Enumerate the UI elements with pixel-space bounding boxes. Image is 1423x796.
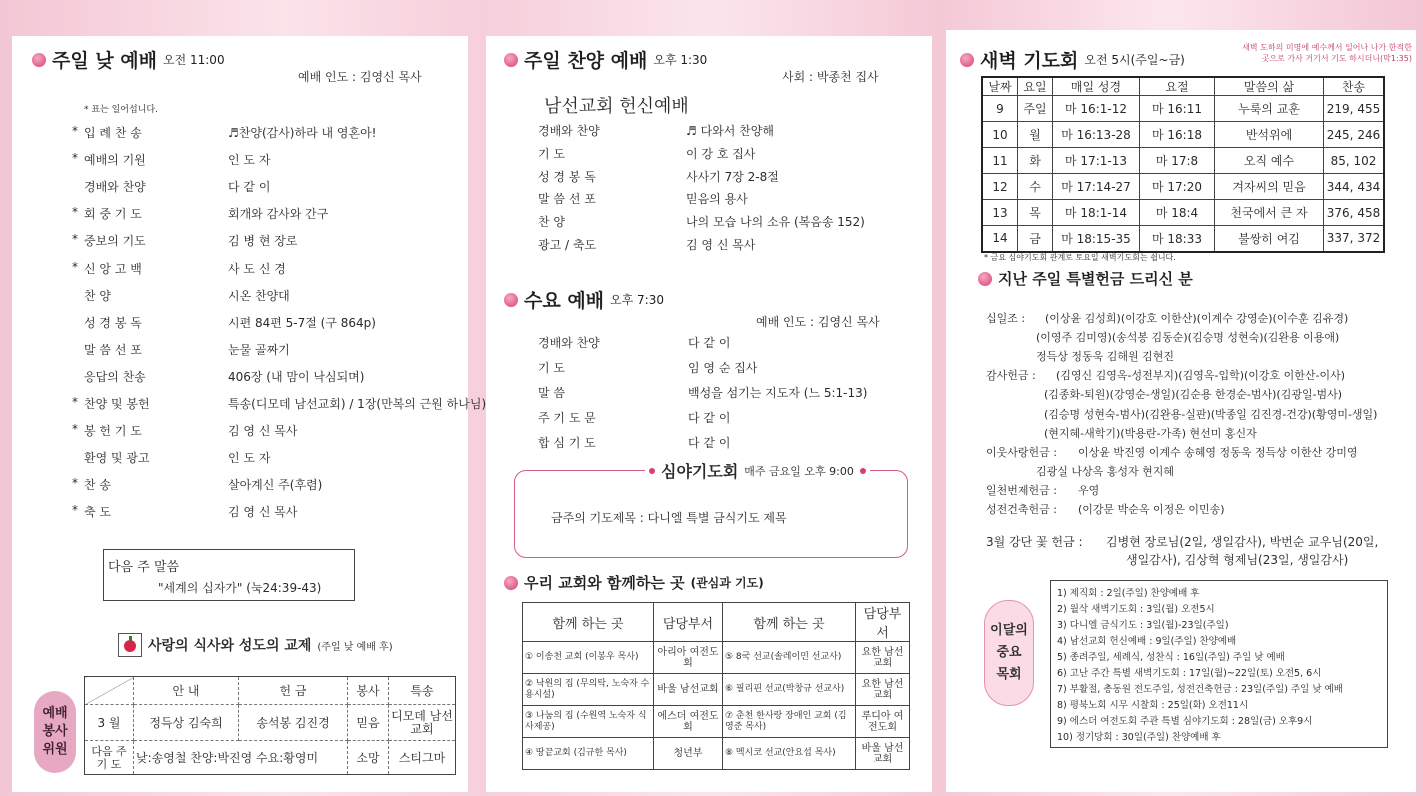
fellowship-sub: (주일 낮 예배 후) (317, 641, 393, 653)
offering-names: 정득상 정동욱 김해원 김현진 (1036, 350, 1175, 364)
badge-line: 위원 (42, 742, 68, 757)
order-item-value: 사사기 7장 2-8절 (686, 169, 779, 184)
order-item (538, 236, 918, 254)
order-item-value: 살아계신 주(후렴) (228, 478, 323, 493)
order-item-value: 김 영 신 목사 (686, 238, 756, 252)
table-header: 말씀의 삶 (1215, 77, 1324, 96)
table-row (982, 148, 1384, 174)
table-cell: ⑤ 8국 선교(솔레이민 선교사) (723, 642, 856, 674)
order-item (72, 260, 452, 278)
monthly-badge (984, 600, 1034, 706)
order-item-label: 찬 양 (538, 215, 565, 230)
sunday-praise-theme: 남선교회 헌신예배 (544, 96, 689, 117)
order-item-label: 찬 양 (84, 288, 111, 303)
service-committee-badge (34, 691, 76, 773)
table-cell: 마 17:14-27 (1053, 174, 1140, 200)
monthly-item: 8) 평북노회 시무 시찰회 : 25일(화) 오전11시 (1057, 700, 1249, 711)
table-cell: 송석봉 김진경 (239, 705, 348, 741)
order-item-value: 나의 모습 나의 소유 (복음송 152) (686, 215, 865, 230)
table-cell: 에스더 여전도회 (654, 706, 723, 738)
section-heading-dawn (960, 46, 1185, 73)
offering-names: (김영신 김영옥-성전부지)(김영옥-입학)(이강호 이한산-이사) (1056, 369, 1346, 383)
order-item-value: 백성을 섬기는 지도자 (느 5:1-13) (688, 386, 868, 400)
table-row (85, 705, 456, 741)
offering-names: (이상윤 김성희)(이강호 이한산)(이계수 강영순)(이수훈 김유경) (1045, 312, 1349, 325)
order-item (538, 334, 918, 352)
order-item-value: 다 같 이 (228, 180, 271, 195)
table-header: 봉사 (348, 677, 389, 705)
table-header: 특송 (389, 677, 456, 705)
order-item-value: 시편 84편 5-7절 (구 864p) (228, 315, 376, 330)
order-item (72, 341, 452, 359)
order-item (72, 205, 452, 223)
table-row (982, 226, 1384, 252)
order-item (538, 359, 918, 377)
order-item-value: 김 영 신 목사 (228, 424, 298, 439)
sunday-am-time: 오전 11:00 (163, 53, 225, 67)
table-cell: 219, 455 (1324, 96, 1385, 122)
table-cell: 정득상 김숙희 (134, 705, 239, 741)
table-cell: 다음 주 기 도 (85, 741, 134, 775)
table-header: 매일 성경 (1053, 77, 1140, 96)
table-header: 찬송 (1324, 77, 1385, 96)
order-item (72, 178, 452, 196)
panel-dawn-and-offerings (946, 30, 1416, 792)
order-item-value: 다 같 이 (688, 336, 731, 350)
order-item (72, 422, 452, 440)
order-item (72, 151, 452, 169)
table-row (982, 77, 1384, 96)
badge-line: 이달의 (990, 623, 1028, 638)
order-item (538, 384, 918, 402)
table-cell: ⑥ 필리핀 선교(박창규 선교사) (723, 674, 856, 706)
standing-mark: * (72, 503, 78, 518)
table-row (85, 677, 456, 705)
standing-mark: * (72, 205, 78, 220)
standing-mark: * (72, 422, 78, 437)
table-cell: 344, 434 (1324, 174, 1385, 200)
offering-line (986, 482, 1414, 498)
sunday-praise-leader: 사회 : 박종천 집사 (782, 70, 879, 84)
table-cell: 3 월 (85, 705, 134, 741)
offering-label: 십일조 : (986, 312, 1026, 325)
table-cell: ③ 나눔의 집 (수원역 노숙자 식사제공) (523, 706, 654, 738)
order-item-value: 김 병 현 장로 (228, 234, 298, 249)
table-row (982, 200, 1384, 226)
order-item-label: 신 앙 고 백 (84, 261, 142, 276)
order-item-label: 말 씀 (538, 386, 565, 400)
order-item-value: 이 강 호 집사 (686, 146, 756, 161)
fellowship-heading (118, 633, 393, 657)
badge-line: 중요 (996, 645, 1022, 660)
table-cell: ① 이송천 교회 (이봉우 목사) (523, 642, 654, 674)
table-cell: 요한 남선교회 (856, 642, 910, 674)
dot-icon (860, 468, 866, 474)
order-item-value: 인 도 자 (228, 451, 271, 466)
offering-label: 감사헌금 : (986, 369, 1036, 383)
standing-mark: * (72, 151, 78, 166)
order-item-label: 주 기 도 문 (538, 411, 596, 425)
table-cell: 금 (1018, 226, 1053, 252)
fellowship-title: 사랑의 식사와 성도의 교제 (148, 638, 312, 654)
flower-text-2: 생일감사), 김상혁 형제님(23일, 생일감사) (1126, 553, 1349, 567)
order-item-value: 다 같 이 (688, 411, 731, 425)
table-cell: 청년부 (654, 738, 723, 770)
order-item-label: 회 중 기 도 (84, 207, 142, 222)
section-heading-sunday-am (32, 46, 225, 73)
dawn-table (981, 76, 1385, 253)
order-item-label: 환영 및 광고 (84, 451, 150, 466)
table-row (523, 642, 910, 674)
order-item (72, 368, 452, 386)
offering-label: 일천번제헌금 : (986, 483, 1057, 497)
order-item-label: 찬양 및 봉헌 (84, 397, 150, 411)
bullet-icon (960, 53, 974, 67)
table-cell: 마 18:1-14 (1053, 200, 1140, 226)
table-cell: 337, 372 (1324, 226, 1385, 252)
badge-line: 예배 (42, 706, 68, 721)
table-cell: 겨자씨의 믿음 (1215, 174, 1324, 200)
monthly-item: 10) 정기당회 : 30일(주일) 찬양예배 후 (1057, 732, 1221, 743)
table-cell: 디모데 남선교회 (389, 705, 456, 741)
order-item (538, 190, 918, 208)
order-item (538, 409, 918, 427)
order-item (538, 213, 918, 231)
offering-line (986, 329, 1414, 345)
table-header: 담당부서 (654, 603, 723, 642)
monthly-item: 1) 제직회 : 2일(주일) 찬양예배 후 (1057, 588, 1200, 599)
offering-names: (이강문 박순옥 이정은 이민송) (1078, 503, 1225, 516)
partners-title: 우리 교회와 함께하는 곳 (524, 574, 685, 592)
table-cell: 마 16:18 (1140, 122, 1215, 148)
order-item-label: 입 례 찬 송 (84, 126, 142, 140)
standing-mark: * (72, 232, 78, 247)
table-cell: 10 (982, 122, 1018, 148)
bullet-icon (32, 53, 46, 67)
night-prayer-time: 매주 금요일 오후 9:00 (744, 464, 854, 478)
order-item (72, 314, 452, 332)
offering-names: 김광실 나상옥 홍성자 현지혜 (1036, 464, 1175, 478)
table-cell: 마 16:1-12 (1053, 96, 1140, 122)
order-item-label: 찬 송 (84, 478, 111, 493)
table-header: 요일 (1018, 77, 1053, 96)
dawn-footnote: * 금요 심야기도회 관계로 토요일 새벽기도회는 쉽니다. (984, 253, 1176, 262)
panel-afternoon-services (486, 36, 932, 792)
order-item-value: ♬ 다와서 찬양해 (686, 124, 774, 138)
flower-label: 3월 강단 꽃 헌금 : (986, 535, 1083, 549)
order-item (72, 503, 452, 521)
table-cell: 천국에서 큰 자 (1215, 200, 1324, 226)
table-header: 요절 (1140, 77, 1215, 96)
table-cell: 마 17:8 (1140, 148, 1215, 174)
offering-names: 우영 (1078, 483, 1100, 497)
order-item (72, 395, 487, 413)
order-item (538, 145, 918, 163)
offering-line (986, 348, 1414, 364)
panel-sunday-morning (12, 36, 487, 792)
table-cell: ④ 땅끝교회 (김규한 목사) (523, 738, 654, 770)
order-item-label: 예배의 기원 (84, 153, 146, 168)
table-cell: 스티그마 (389, 741, 456, 775)
order-item-value: ♬찬양(감사)하라 내 영혼아! (228, 126, 377, 140)
offering-line (986, 444, 1414, 460)
order-item-value: 눈물 골짜기 (228, 342, 290, 357)
order-item-value: 임 영 순 집사 (688, 361, 758, 375)
sunday-praise-title: 주일 찬양 예배 (524, 50, 648, 72)
monthly-box (1050, 580, 1388, 748)
table-header: 헌 금 (239, 677, 348, 705)
sunday-praise-time: 오후 1:30 (653, 53, 708, 67)
night-prayer-heading (645, 459, 870, 482)
offering-line (986, 310, 1414, 326)
wednesday-time: 오후 7:30 (610, 293, 664, 307)
table-cell: 245, 246 (1324, 122, 1385, 148)
monthly-item: 7) 부활절, 총동원 전도주일, 성전건축헌금 : 23일(주일) 주일 낮 예배 (1057, 684, 1343, 695)
table-cell: 월 (1018, 122, 1053, 148)
offering-names: (현지혜-새학기)(박용란-가족) 현선미 홍신자 (1044, 426, 1257, 440)
table-cell: 오직 예수 (1215, 148, 1324, 174)
dot-icon (649, 468, 655, 474)
night-prayer-topic: 금주의 기도제목 : 다니엘 특별 금식기도 제목 (551, 511, 787, 525)
monthly-item: 6) 고난 주간 특별 새벽기도회 : 17일(월)~22일(토) 오전5, 6시 (1057, 668, 1322, 679)
table-cell: 수 (1018, 174, 1053, 200)
table-cell: 낮:송영철 찬양:박진영 수요:황영미 (134, 741, 348, 775)
table-header: 담당부서 (856, 603, 910, 642)
table-header: 함께 하는 곳 (723, 603, 856, 642)
dawn-title: 새벽 기도회 (980, 50, 1079, 72)
night-prayer-box (514, 462, 908, 558)
table-cell: 목 (1018, 200, 1053, 226)
table-cell (85, 677, 134, 705)
dawn-time: 오전 5시(주일~금) (1084, 53, 1185, 67)
order-item (72, 287, 452, 305)
order-item (72, 476, 452, 494)
section-heading-wednesday (504, 286, 664, 313)
offering-line (986, 367, 1414, 383)
order-item (72, 124, 452, 142)
wednesday-title: 수요 예배 (524, 290, 605, 312)
apple-icon (118, 633, 142, 657)
offering-line (986, 463, 1414, 479)
table-cell: 9 (982, 96, 1018, 122)
standing-mark: * (72, 259, 78, 274)
table-cell: 376, 458 (1324, 200, 1385, 226)
table-header: 안 내 (134, 677, 239, 705)
wednesday-leader: 예배 인도 : 김영신 목사 (756, 315, 880, 329)
standing-mark: * (72, 395, 78, 409)
table-row (85, 741, 456, 775)
table-cell: 불쌍히 여김 (1215, 226, 1324, 252)
standing-mark: * (72, 476, 78, 491)
order-item-label: 응답의 찬송 (84, 369, 146, 384)
table-cell: 누룩의 교훈 (1215, 96, 1324, 122)
bullet-icon (504, 576, 518, 590)
order-item-value: 인 도 자 (228, 153, 271, 168)
offering-label: 이웃사랑헌금 : (986, 445, 1057, 459)
offering-label: 성전건축헌금 : (986, 503, 1057, 516)
order-item-value: 특송(디모데 남선교회) / 1장(만복의 근원 하나님) (228, 397, 487, 411)
table-cell: 화 (1018, 148, 1053, 174)
table-cell: 14 (982, 226, 1018, 252)
offerings-title: 지난 주일 특별헌금 드리신 분 (998, 270, 1193, 288)
offering-names: (김승명 성현숙-범사)(김완용-실판)(박종일 김진경-건강)(황영미-생일) (1044, 407, 1378, 421)
partners-table (522, 602, 910, 770)
table-cell: 마 17:20 (1140, 174, 1215, 200)
order-item-value: 시온 찬양대 (228, 288, 290, 303)
sunday-am-leader: 예배 인도 : 김영신 목사 (298, 70, 422, 84)
monthly-item: 9) 에스더 여전도회 주관 특별 심야기도회 : 28일(금) 오후9시 (1057, 716, 1313, 727)
order-item-label: 봉 헌 기 도 (84, 424, 142, 439)
offering-names: (김종화-퇴원)(강영순-생일)(김순용 한경순-범사)(김광일-범사) (1044, 388, 1343, 402)
offering-line (986, 425, 1414, 441)
service-table (84, 676, 456, 775)
table-cell: 요한 남선교회 (856, 674, 910, 706)
table-cell: 마 17:1-13 (1053, 148, 1140, 174)
table-cell: ② 낙원의 집 (무의탁, 노숙자 수용시설) (523, 674, 654, 706)
table-cell: ⑧ 멕시코 선교(안요섭 목사) (723, 738, 856, 770)
order-item-value: 사 도 신 경 (228, 261, 286, 276)
order-item-label: 경배와 찬양 (84, 180, 146, 195)
order-item (72, 449, 452, 467)
next-week-sermon: "세계의 십자가" (눅24:39-43) (158, 581, 322, 595)
table-cell: 소망 (348, 741, 389, 775)
order-item-label: 기 도 (538, 361, 565, 375)
section-heading-sunday-praise (504, 46, 707, 73)
table-cell: 주일 (1018, 96, 1053, 122)
order-item-value: 회개와 감사와 간구 (228, 207, 329, 222)
table-row (523, 738, 910, 770)
table-cell: 루디아 여전도회 (856, 706, 910, 738)
partners-sub: (관심과 기도) (690, 576, 764, 590)
table-cell: 마 16:13-28 (1053, 122, 1140, 148)
bullet-icon (504, 53, 518, 67)
table-cell: 마 18:15-35 (1053, 226, 1140, 252)
order-item-label: 성 경 봉 독 (538, 169, 596, 184)
section-heading-offerings (978, 268, 1193, 289)
table-cell: 마 18:4 (1140, 200, 1215, 226)
order-item-label: 합 심 기 도 (538, 436, 596, 450)
order-item-label: 말 씀 선 포 (84, 342, 142, 357)
flower-text-1: 김병현 장로님(2일, 생일감사), 박번순 교우님(20일, (1106, 535, 1379, 549)
table-cell: 마 16:11 (1140, 96, 1215, 122)
order-item-value: 다 같 이 (688, 436, 731, 450)
section-heading-partners (504, 572, 764, 593)
monthly-item: 5) 종려주일, 세례식, 성찬식 : 16일(주일) 주일 낮 예배 (1057, 652, 1285, 663)
order-item-value: 김 영 신 목사 (228, 505, 298, 520)
next-week-sermon-box (103, 549, 355, 601)
table-row (523, 674, 910, 706)
table-cell: 바울 남선교회 (856, 738, 910, 770)
order-item-label: 기 도 (538, 146, 565, 161)
order-item-label: 경배와 찬양 (538, 336, 600, 350)
offering-line (986, 386, 1414, 402)
order-item-value: 406장 (내 맘이 낙심되며) (228, 369, 365, 384)
table-cell: 마 18:33 (1140, 226, 1215, 252)
table-cell: 바울 남선교회 (654, 674, 723, 706)
table-cell: 13 (982, 200, 1018, 226)
table-cell: 11 (982, 148, 1018, 174)
offering-names: 이상윤 박진영 이계수 송혜영 정동욱 정득상 이한산 강미영 (1078, 445, 1358, 459)
order-item-label: 축 도 (84, 505, 111, 520)
table-cell: 믿음 (348, 705, 389, 741)
table-row (982, 96, 1384, 122)
monthly-item: 3) 다니엘 금식기도 : 3일(월)-23일(주일) (1057, 620, 1229, 631)
table-row (523, 706, 910, 738)
badge-line: 목회 (996, 667, 1022, 682)
offering-names: (이영주 김미영)(송석봉 김동순)(김승명 성현숙)(김완용 이용애) (1036, 331, 1340, 345)
next-week-label: 다음 주 말씀 (108, 560, 180, 575)
order-item-label: 경배와 찬양 (538, 124, 600, 138)
table-header: 날짜 (982, 77, 1018, 96)
table-row (982, 122, 1384, 148)
order-item (538, 122, 918, 140)
order-item-value: 믿음의 용사 (686, 192, 748, 207)
table-cell: 12 (982, 174, 1018, 200)
bullet-icon (504, 293, 518, 307)
table-cell: ⑦ 춘천 한사랑 장애인 교회 (김영준 목사) (723, 706, 856, 738)
order-item (538, 168, 918, 186)
monthly-item: 4) 남선교회 헌신예배 : 9일(주일) 찬양예배 (1057, 636, 1237, 647)
table-cell: 아리아 여전도회 (654, 642, 723, 674)
table-row (523, 603, 910, 642)
order-item-label: 광고 / 축도 (538, 238, 597, 252)
table-row (982, 174, 1384, 200)
table-cell: 반석위에 (1215, 122, 1324, 148)
offering-line (986, 501, 1414, 517)
order-item-label: 말 씀 선 포 (538, 192, 596, 207)
dawn-verse: 새벽 도하의 미명에 예수께서 일어나 나가 한적한 곳으로 가사 거기서 기도 하시더니(막1:35) (1242, 43, 1412, 63)
order-item (538, 434, 918, 452)
standing-mark: * (72, 124, 78, 138)
night-prayer-title: 심야기도회 (661, 462, 739, 481)
offering-line (986, 406, 1414, 422)
bullet-icon (978, 272, 992, 286)
table-cell: 85, 102 (1324, 148, 1385, 174)
monthly-item: 2) 월삭 새벽기도회 : 3일(월) 오전5시 (1057, 604, 1215, 615)
table-header: 함께 하는 곳 (523, 603, 654, 642)
order-item (72, 232, 452, 250)
order-item-label: 중보의 기도 (84, 234, 146, 249)
standing-note: * 표는 일어섭니다. (84, 105, 158, 115)
order-item-label: 성 경 봉 독 (84, 315, 142, 330)
badge-line: 봉사 (42, 724, 68, 739)
sunday-am-title: 주일 낮 예배 (52, 50, 157, 72)
